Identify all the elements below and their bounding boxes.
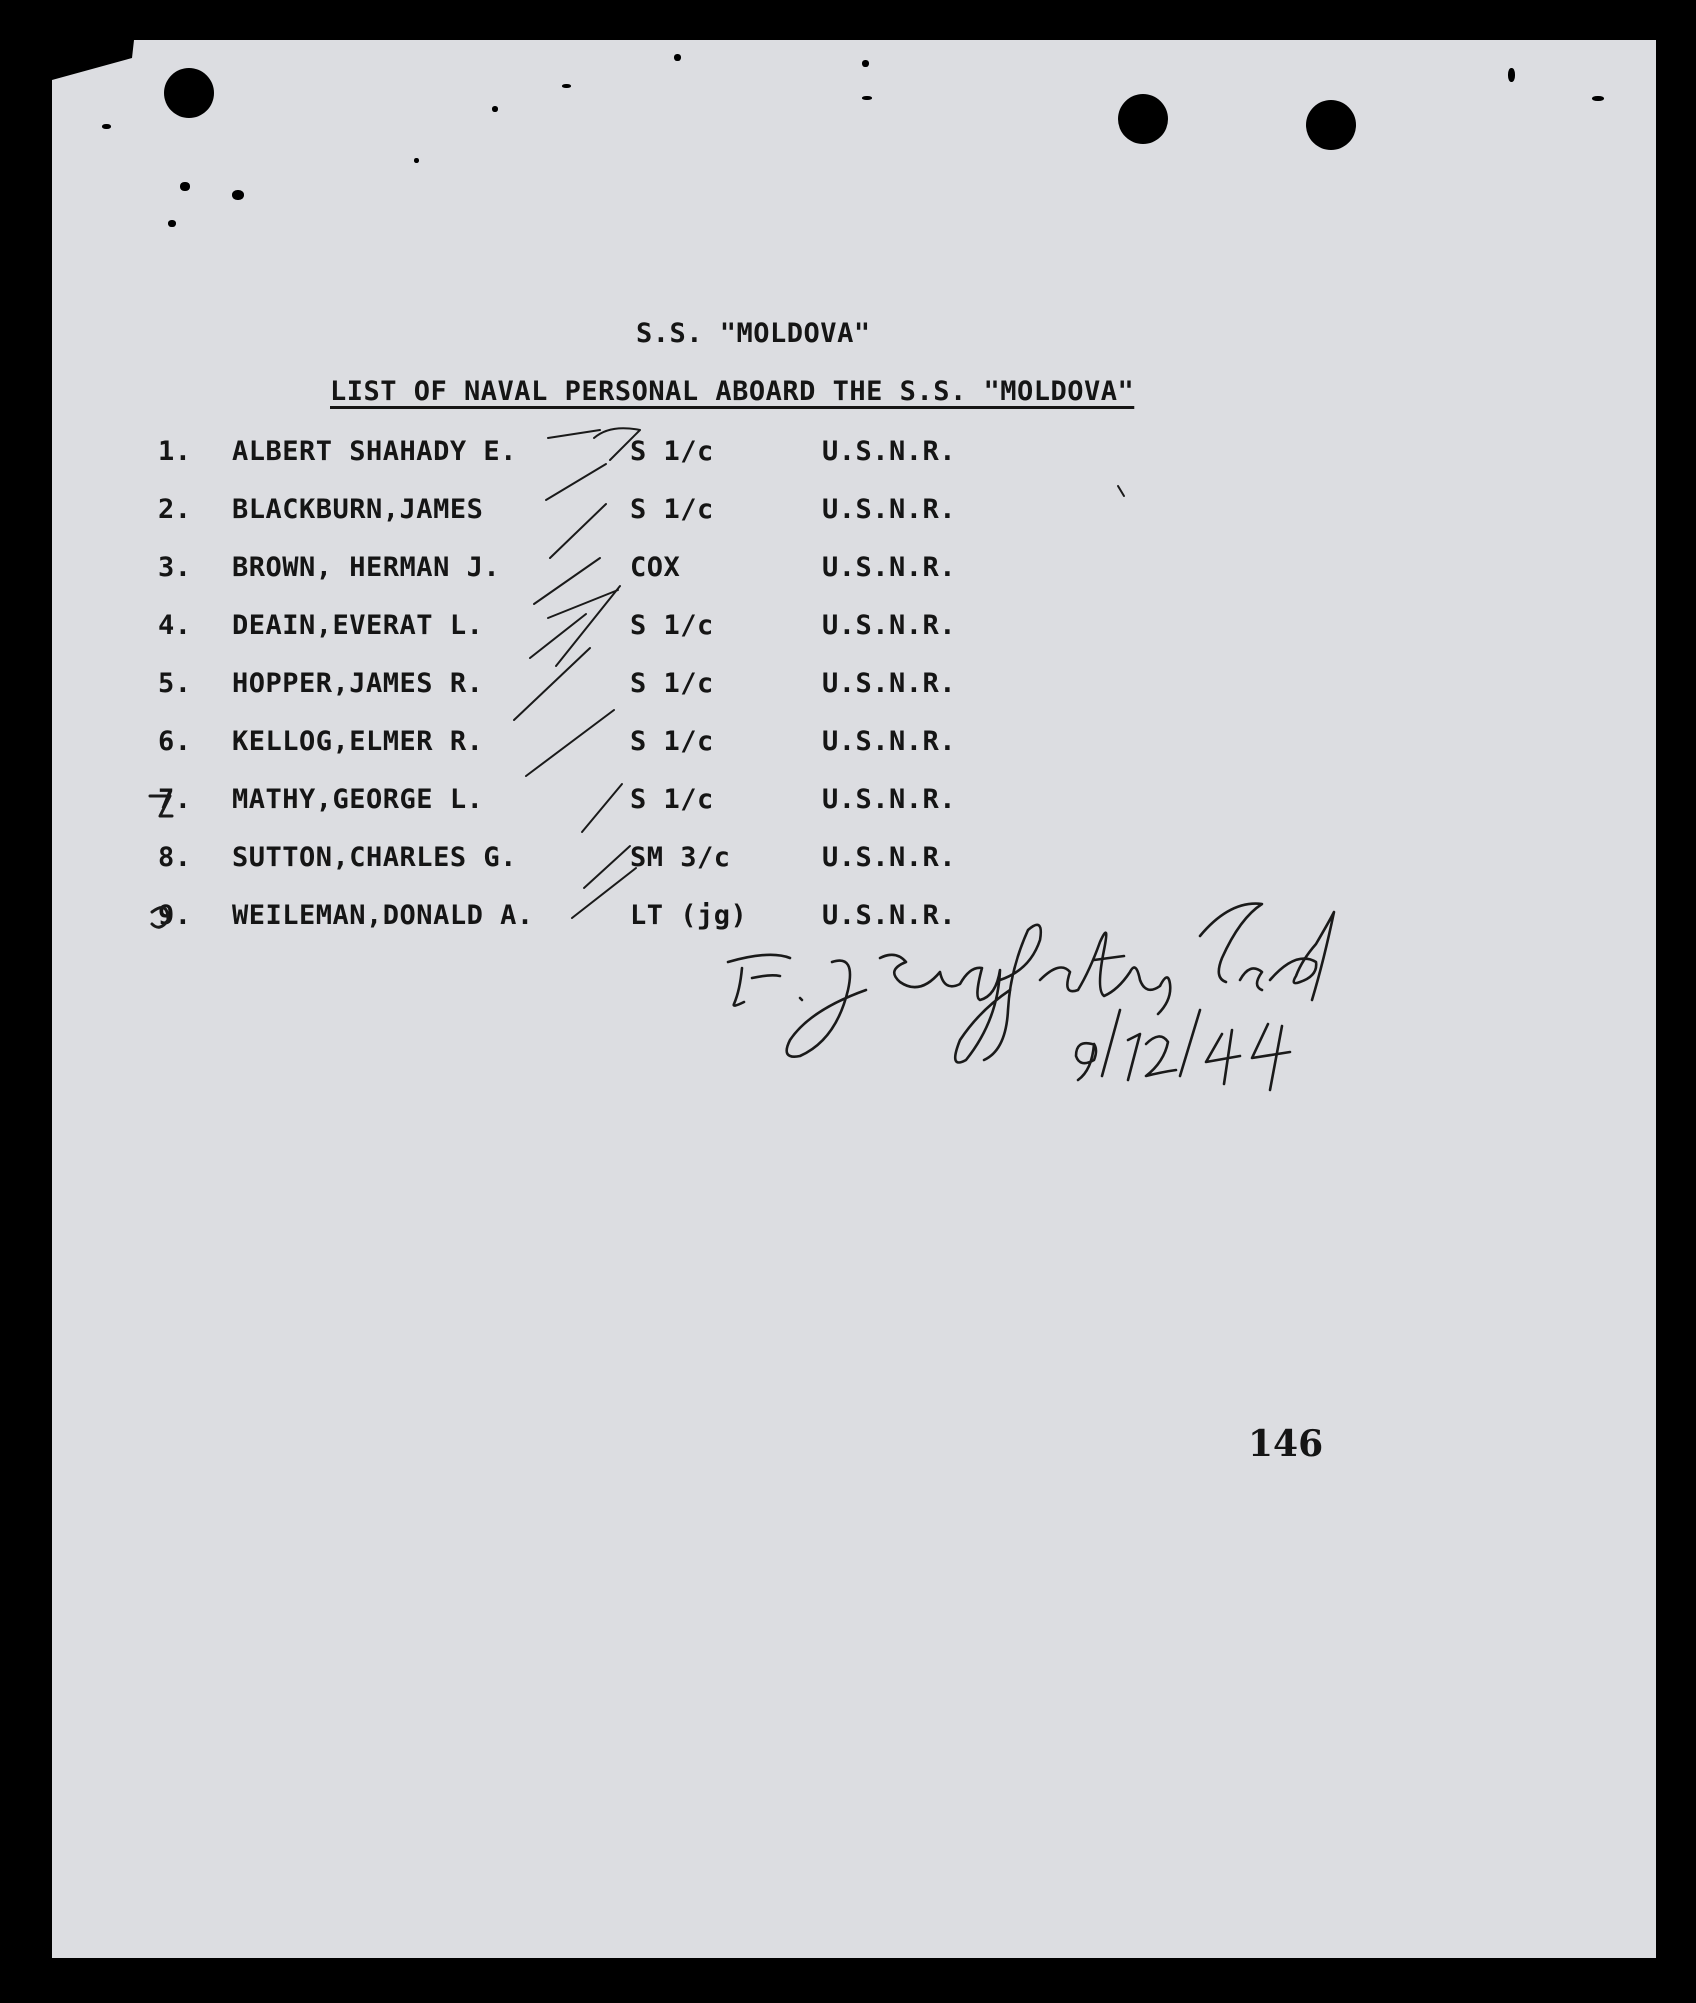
person-rate: S 1/c [630, 494, 714, 525]
debris-speck [1508, 68, 1515, 82]
personnel-row [0, 844, 1696, 878]
person-branch: U.S.N.R. [822, 668, 957, 699]
person-name: MATHY,GEORGE L. [232, 784, 484, 815]
person-rate: S 1/c [630, 726, 714, 757]
person-name: WEILEMAN,DONALD A. [232, 900, 534, 931]
person-branch: U.S.N.R. [822, 784, 957, 815]
person-branch: U.S.N.R. [822, 726, 957, 757]
personnel-row [0, 438, 1696, 472]
row-number: 7. [158, 784, 192, 815]
debris-speck [862, 96, 872, 100]
debris-speck [102, 124, 111, 129]
debris-speck [232, 190, 244, 200]
punch-hole-center [1118, 94, 1168, 144]
person-branch: U.S.N.R. [822, 610, 957, 641]
person-name: DEAIN,EVERAT L. [232, 610, 484, 641]
debris-speck [180, 182, 190, 191]
document-heading: S.S. "MOLDOVA" [636, 318, 871, 349]
personnel-row [0, 612, 1696, 646]
row-number: 1. [158, 436, 192, 467]
person-rate: LT (jg) [630, 900, 748, 931]
person-branch: U.S.N.R. [822, 900, 957, 931]
debris-speck [1592, 96, 1604, 101]
personnel-row [0, 670, 1696, 704]
person-branch: U.S.N.R. [822, 842, 957, 873]
punch-hole-left [164, 68, 214, 118]
person-name: BROWN, HERMAN J. [232, 552, 501, 583]
person-rate: S 1/c [630, 668, 714, 699]
row-number: 6. [158, 726, 192, 757]
person-rate: SM 3/c [630, 842, 731, 873]
row-number: 9. [158, 900, 192, 931]
debris-speck [674, 54, 681, 61]
row-number: 2. [158, 494, 192, 525]
person-branch: U.S.N.R. [822, 494, 957, 525]
person-name: KELLOG,ELMER R. [232, 726, 484, 757]
person-name: ALBERT SHAHADY E. [232, 436, 517, 467]
list-title: LIST OF NAVAL PERSONAL ABOARD THE S.S. "MOLDOVA" [330, 376, 1135, 407]
person-branch: U.S.N.R. [822, 552, 957, 583]
debris-speck [492, 106, 498, 112]
person-name: SUTTON,CHARLES G. [232, 842, 517, 873]
page-number: 146 [1248, 1423, 1324, 1465]
debris-speck [862, 60, 869, 67]
personnel-row [0, 728, 1696, 762]
row-number: 3. [158, 552, 192, 583]
person-rate: S 1/c [630, 610, 714, 641]
personnel-row [0, 554, 1696, 588]
person-rate: S 1/c [630, 784, 714, 815]
row-number: 5. [158, 668, 192, 699]
debris-speck [414, 158, 419, 163]
row-number: 4. [158, 610, 192, 641]
personnel-row [0, 496, 1696, 530]
person-name: HOPPER,JAMES R. [232, 668, 484, 699]
person-branch: U.S.N.R. [822, 436, 957, 467]
punch-hole-right [1306, 100, 1356, 150]
row-number: 8. [158, 842, 192, 873]
person-rate: COX [630, 552, 681, 583]
personnel-row [0, 786, 1696, 820]
debris-speck [168, 220, 176, 227]
debris-speck [562, 84, 571, 88]
person-name: BLACKBURN,JAMES [232, 494, 484, 525]
personnel-row [0, 902, 1696, 936]
person-rate: S 1/c [630, 436, 714, 467]
